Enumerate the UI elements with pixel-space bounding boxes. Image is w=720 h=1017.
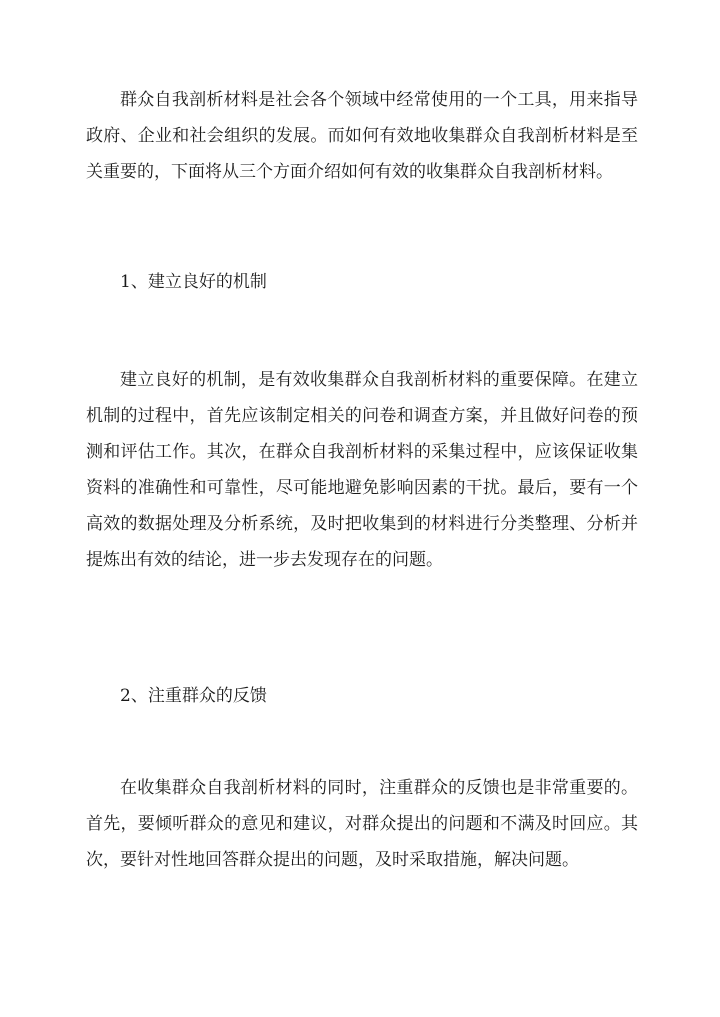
section-1-paragraph: 建立良好的机制，是有效收集群众自我剖析材料的重要保障。在建立机制的过程中，首先应该制定相关的问卷和调查方案，并且做好问卷的预测和评估工作。其次，在群众自我剖析材料的采集过程中，应该保证收集资料的准确性和可靠性，尽可能地避免影响因素的干扰。最后，要有一个高效的数据处理及分析系统，及时把收集到的材料进行分类整理、分析并提炼出有效的结论，进一步去发现存在的问题。	[86, 370, 638, 570]
intro-paragraph: 群众自我剖析材料是社会各个领域中经常使用的一个工具，用来指导政府、企业和社会组织的发展。而如何有效地收集群众自我剖析材料是至关重要的，下面将从三个方面介绍如何有效的收集群众自我剖析材料。	[86, 90, 638, 182]
section-2-paragraph: 在收集群众自我剖析材料的同时，注重群众的反馈也是非常重要的。首先，要倾听群众的意见和建议，对群众提出的问题和不满及时回应。其次，要针对性地回答群众提出的问题，及时采取措施，解决问题。	[86, 778, 638, 870]
section-1-heading: 1、建立良好的机制	[120, 272, 267, 292]
section-2-heading: 2、注重群众的反馈	[120, 686, 267, 706]
